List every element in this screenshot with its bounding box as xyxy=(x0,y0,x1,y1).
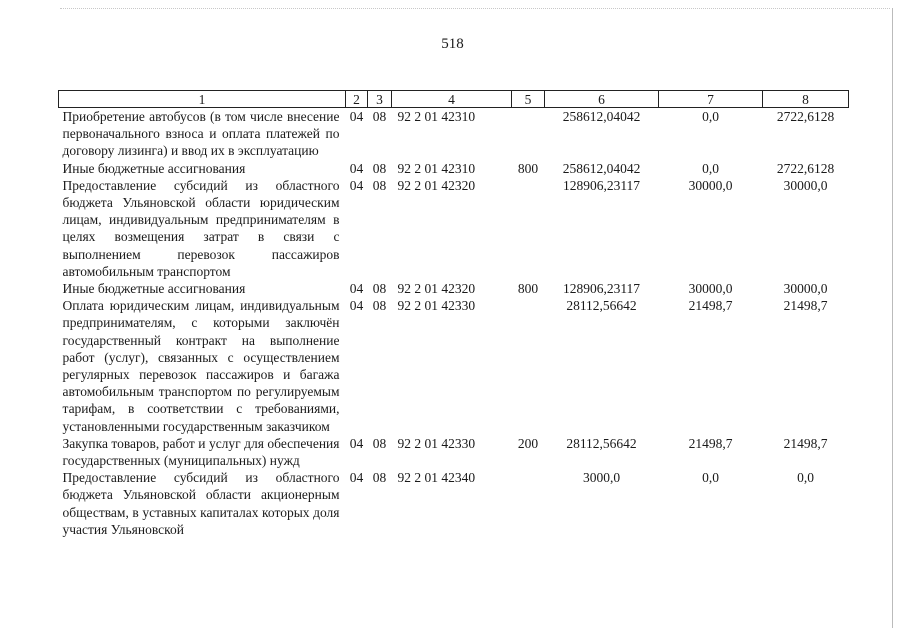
row-amount-col8: 2722,6128 xyxy=(776,109,835,124)
row-expense-type xyxy=(512,177,545,280)
row-amount-col8: 30000,0 xyxy=(783,281,828,297)
column-header-8: 8 xyxy=(763,91,849,108)
row-name: Иные бюджетные ассигнования xyxy=(62,281,246,297)
row-amount-col8: 30000,0 xyxy=(783,177,828,193)
column-header-6: 6 xyxy=(545,91,659,108)
row-section: 04 xyxy=(349,470,364,486)
row-amount-col7: 30000,0 xyxy=(688,177,733,193)
column-header-4: 4 xyxy=(392,91,512,108)
row-amount-col6: 28112,56642 xyxy=(566,435,637,451)
top-edge-dots xyxy=(60,8,890,10)
row-target-code: 92 2 01 42310 xyxy=(397,160,476,176)
row-expense-type: 200 xyxy=(517,435,539,451)
row-name: Иные бюджетные ассигнования xyxy=(62,160,246,176)
column-header-7: 7 xyxy=(659,91,763,108)
table-row xyxy=(59,160,849,177)
row-name: Закупка товаров, работ и услуг для обеспечения государственных (муниципальных) нужд xyxy=(62,435,340,469)
table-row xyxy=(59,177,849,280)
page-number: 518 xyxy=(441,36,464,52)
table-row xyxy=(59,280,849,297)
row-target-code: 92 2 01 42330 xyxy=(397,298,476,314)
table-header-row xyxy=(59,91,849,108)
row-amount-col7: 30000,0 xyxy=(688,281,733,297)
budget-table xyxy=(58,90,849,538)
row-amount-col8: 2722,6128 xyxy=(776,160,835,176)
row-amount-col7: 0,0 xyxy=(702,470,719,486)
row-section: 04 xyxy=(349,109,364,124)
row-subsection: 08 xyxy=(372,298,387,314)
table-row xyxy=(59,435,849,469)
row-subsection: 08 xyxy=(372,435,387,451)
column-header-5: 5 xyxy=(512,91,545,108)
row-target-code: 92 2 01 42330 xyxy=(397,435,476,451)
row-subsection: 08 xyxy=(372,177,387,193)
row-subsection: 08 xyxy=(372,109,387,124)
row-target-code: 92 2 01 42340 xyxy=(397,470,476,486)
row-section: 04 xyxy=(349,177,364,193)
row-amount-col8: 21498,7 xyxy=(783,435,828,451)
table-row xyxy=(59,108,849,160)
row-amount-col7: 0,0 xyxy=(702,109,719,124)
row-amount-col7: 21498,7 xyxy=(688,435,733,451)
row-expense-type: 800 xyxy=(517,160,539,176)
row-amount-col6: 128906,23117 xyxy=(562,177,641,193)
row-expense-type xyxy=(512,108,545,160)
row-expense-type xyxy=(512,469,545,538)
row-expense-type: 800 xyxy=(517,281,539,297)
row-subsection: 08 xyxy=(372,160,387,176)
row-section: 04 xyxy=(349,435,364,451)
row-section: 04 xyxy=(349,298,364,314)
row-name: Приобретение автобусов (в том числе внесение первоначального взноса и оплата платежей по договору лизинга) и ввод их в эксплуатацию xyxy=(62,109,340,159)
page-edge-line xyxy=(892,8,893,628)
row-amount-col7: 0,0 xyxy=(702,160,719,176)
row-section: 04 xyxy=(349,281,364,297)
row-amount-col6: 258612,04042 xyxy=(562,160,641,176)
row-amount-col8: 21498,7 xyxy=(783,298,828,314)
row-target-code: 92 2 01 42310 xyxy=(397,109,476,124)
column-header-2: 2 xyxy=(346,91,368,108)
column-header-3: 3 xyxy=(368,91,392,108)
row-name: Предоставление субсидий из областного бюджета Ульяновской области юридическим лицам, индивидуальным предпринимателям в целях возмещения затрат в связи с выполнением перевозок пассажиров автомобильным транспортом xyxy=(62,177,340,279)
table-row xyxy=(59,297,849,435)
row-amount-col6: 3000,0 xyxy=(582,470,621,486)
row-section: 04 xyxy=(349,160,364,176)
table-row xyxy=(59,469,849,538)
row-amount-col7: 21498,7 xyxy=(688,298,733,314)
row-amount-col6: 258612,04042 xyxy=(562,109,641,124)
row-expense-type xyxy=(512,297,545,435)
row-amount-col8: 0,0 xyxy=(797,470,814,486)
row-subsection: 08 xyxy=(372,281,387,297)
row-name: Предоставление субсидий из областного бюджета Ульяновской области акционерным обществам, в уставных капиталах которых доля участия Ульяновской xyxy=(62,470,340,537)
row-amount-col6: 128906,23117 xyxy=(562,281,641,297)
row-target-code: 92 2 01 42320 xyxy=(397,177,476,193)
row-target-code: 92 2 01 42320 xyxy=(397,281,476,297)
row-amount-col6: 28112,56642 xyxy=(566,298,637,314)
row-subsection: 08 xyxy=(372,470,387,486)
column-header-1: 1 xyxy=(59,91,346,108)
row-name: Оплата юридическим лицам, индивидуальным предпринимателям, с которыми заключён государственный контракт на выполнение работ (услуг), связанных с осуществлением регулярных перевозок пассажиров и багажа автомобильным транспортом по регулируемым тарифам, в соответствии с требованиями, установленными государственным заказчиком xyxy=(62,298,340,434)
